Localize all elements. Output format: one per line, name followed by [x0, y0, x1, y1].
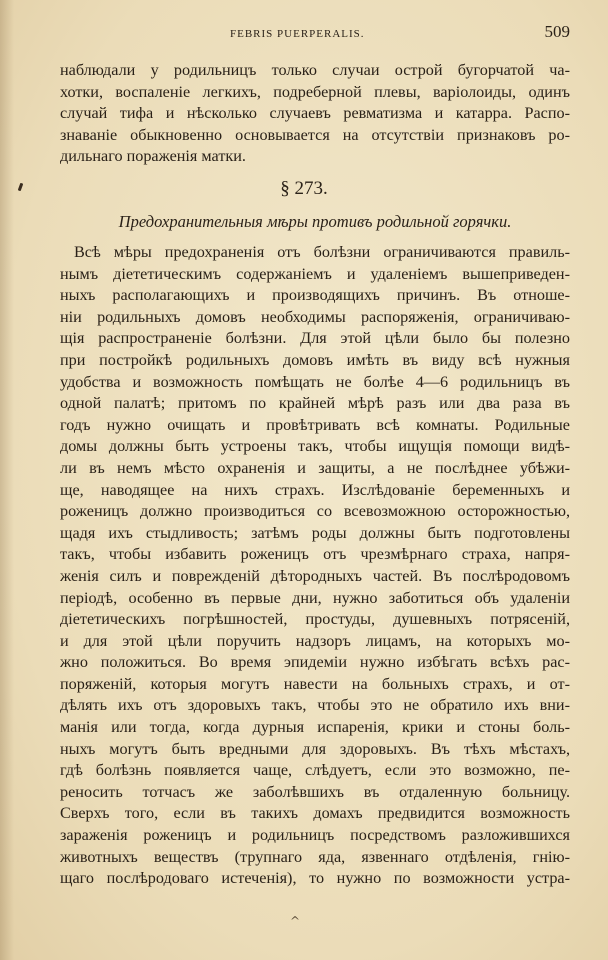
page-header — [60, 22, 570, 44]
text-line: зараженія роженицъ и родильницъ посредствомъ разложившихся — [60, 826, 570, 845]
section-title: Предохранительныя мѣры противъ родильной горячки. — [118, 212, 512, 231]
text-line: одной палатѣ; притомъ по крайней мѣрѣ разъ или два раза въ — [60, 394, 570, 413]
text-line: Всѣ мѣры предохраненія отъ болѣзни ограничиваются правиль- — [74, 243, 570, 261]
text-line: наблюдали у родильницъ только случаи острой бугорчатой ча- — [60, 61, 570, 79]
text-line: женія силъ и поврежденій дѣтородныхъ частей. Въ послѣродовомъ — [60, 566, 570, 585]
text-line: щаго послѣродоваго истеченія), то нужно по возможности устра- — [60, 869, 570, 888]
text-line: нымъ діететическимъ содержаніемъ и удаленіемъ вышеприведен- — [60, 264, 570, 283]
text-line: животныхъ веществъ (трупнаго яда, язвеннаго отдѣленія, гнію- — [60, 847, 570, 866]
section-number: § 273. — [280, 178, 328, 199]
running-title: FEBRIS PUERPERALIS. — [230, 28, 365, 40]
paragraph-main — [60, 242, 570, 890]
text-line: щадя ихъ стыдливость; затѣмъ роды должны быть подготовлены — [60, 523, 570, 542]
text-line: поряженій, которыя могутъ навести на больныхъ страхъ, и от- — [60, 674, 570, 693]
text-line: Сверхъ того, если въ такихъ домахъ предвидится возможность — [60, 804, 570, 823]
caret-mark: ^ — [290, 914, 301, 928]
text-line: манія или тогда, когда дурныя испаренія, крики и стоны боль- — [60, 718, 570, 737]
page-edge-shadow — [0, 0, 14, 960]
text-line: хотки, воспаленіе легкихъ, подреберной плевы, варіолоиды, одинъ — [60, 82, 570, 101]
text-line: ныхъ могутъ быть вредными для здоровыхъ. Въ тѣхъ мѣстахъ, — [60, 739, 570, 758]
text-line: щія распространеніе болѣзни. Для этой цѣли было бы полезно — [60, 329, 570, 348]
paragraph-continuation — [60, 60, 570, 168]
text-line: такъ, чтобы избавить роженицъ отъ чрезмѣрнаго страха, напря- — [60, 545, 570, 564]
text-line: ли въ немъ мѣсто охраненія и защиты, а не послѣднее убѣжи- — [60, 458, 570, 477]
text-line: случай тифа и нѣсколько случаевъ ревматизма и катарра. Распо- — [60, 104, 570, 123]
text-line: годъ нужно очищать и провѣтривать всѣ комнаты. Родильные — [60, 415, 570, 434]
text-line: знаваніе обыкновенно основывается на отсутствіи признаковъ ро- — [60, 125, 570, 144]
text-line: при постройкѣ родильныхъ домовъ имѣть въ виду всѣ нужныя — [60, 350, 570, 369]
text-line: удобства и возможность помѣщать не болѣе 4—6 родильницъ въ — [60, 372, 570, 391]
text-line: и для этой цѣли поручить надзоръ лицамъ, на которыхъ мо- — [60, 631, 570, 650]
text-line: ніи родильныхъ домовъ необходимы распоряженія, ограничиваю- — [60, 307, 570, 326]
text-line: гдѣ болѣзнь появляется чаще, слѣдуетъ, если это возможно, пе- — [60, 761, 570, 780]
text-line: реносить тотчасъ же заболѣвшихъ въ отдаленную больницу. — [60, 782, 570, 801]
text-line: дѣлять ихъ отъ здоровыхъ такъ, чтобы это не обратило ихъ вни- — [60, 696, 570, 715]
text-line: дильнаго пораженія матки. — [60, 147, 246, 166]
text-line: домы должны быть устроены такъ, чтобы ищущія помощи видѣ- — [60, 437, 570, 456]
text-line: діететическихъ погрѣшностей, простуды, душевныхъ потрясеній, — [60, 610, 570, 629]
page-number: 509 — [544, 22, 570, 41]
text-line: жно положиться. Во время эпидеміи нужно избѣгать всѣхъ рас- — [60, 653, 570, 672]
text-line: періодѣ, особенно въ первые дни, нужно заботиться объ удаленіи — [60, 588, 570, 607]
text-line: ще, наводящее на нихъ страхъ. Изслѣдованіе беременныхъ и — [60, 480, 570, 499]
text-line: ныхъ располагающихъ и производящихъ причинъ. Въ отноше- — [60, 286, 570, 305]
text-line: роженицъ должно производиться со всевозможною осторожностью, — [60, 502, 570, 521]
